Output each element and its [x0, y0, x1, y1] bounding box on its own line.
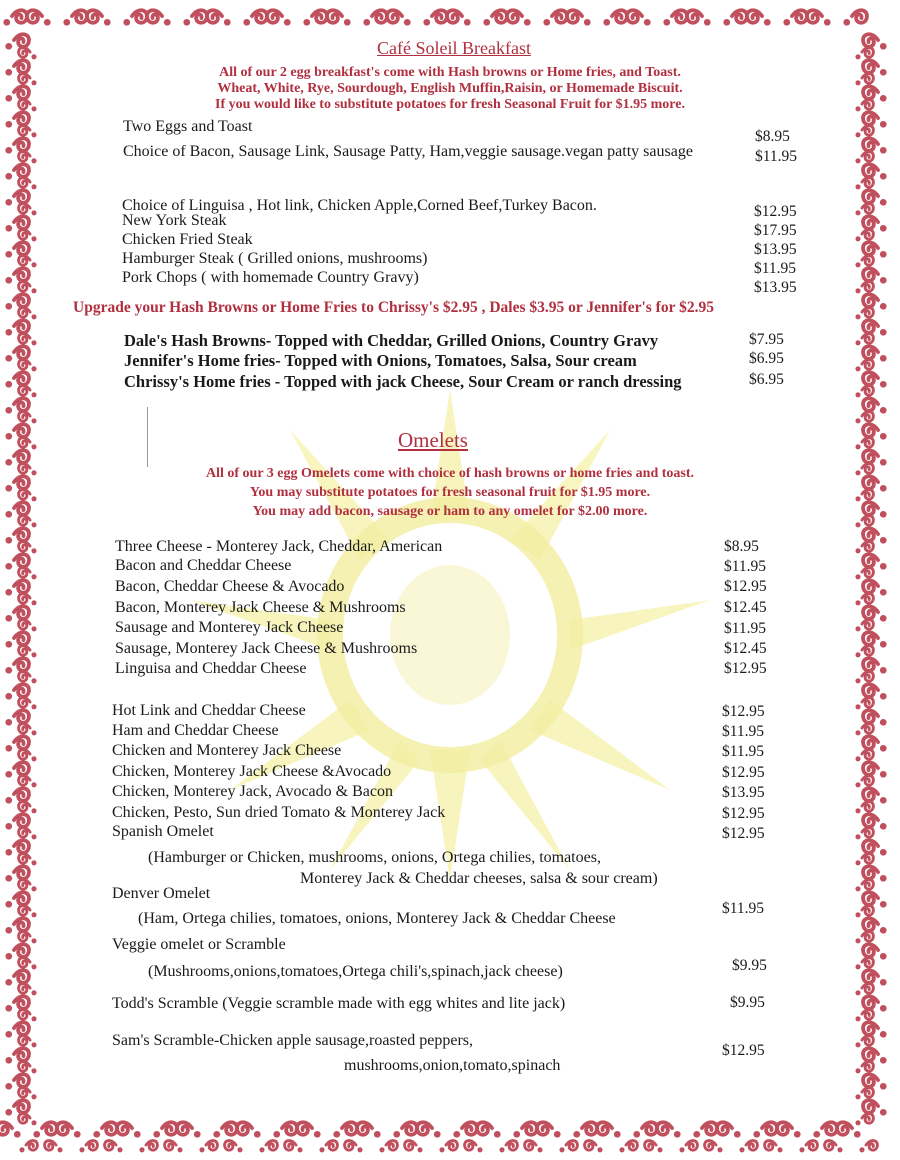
menu-item-name: Spanish Omelet: [112, 823, 214, 840]
menu-item-price: $11.95: [722, 743, 765, 760]
menu-item-name: Sam's Scramble-Chicken apple sausage,roasted peppers,: [112, 1032, 473, 1049]
menu-item-description: (Hamburger or Chicken, mushrooms, onions, Ortega chilies, tomatoes,: [148, 849, 601, 866]
menu-item-price: $12.95: [724, 578, 767, 595]
menu-item-name: Sausage, Monterey Jack Cheese & Mushrooms: [115, 640, 418, 657]
menu-item-name: Pork Chops ( with homemade Country Gravy): [122, 269, 419, 286]
omelets-intro-line: You may add bacon, sausage or ham to any omelet for $2.00 more.: [252, 504, 648, 519]
breakfast-intro-line: Wheat, White, Rye, Sourdough, English Muffin,Raisin, or Homemade Biscuit.: [217, 81, 683, 96]
menu-item-name: Hamburger Steak ( Grilled onions, mushrooms): [122, 250, 428, 267]
menu-item-name: Veggie omelet or Scramble: [112, 936, 286, 953]
menu-item-price: $12.95: [722, 825, 765, 842]
menu-item-name: Chicken, Monterey Jack, Avocado & Bacon: [112, 783, 393, 800]
menu-item-price: $13.95: [754, 241, 797, 258]
menu-item-price: $12.95: [722, 805, 765, 822]
divider-line: [147, 407, 148, 467]
menu-item-price: $12.95: [722, 1042, 765, 1059]
omelets-intro-line: All of our 3 egg Omelets come with choice of hash browns or home fries and toast.: [205, 466, 695, 481]
menu-item-name: Hot Link and Cheddar Cheese: [112, 702, 306, 719]
menu-item-name: Chicken, Monterey Jack Cheese &Avocado: [112, 763, 392, 780]
menu-item-price: $11.95: [755, 148, 798, 165]
breakfast-intro: [110, 65, 790, 113]
menu-item-name: Choice of Linguisa , Hot link, Chicken Apple,Corned Beef,Turkey Bacon.: [122, 197, 597, 214]
breakfast-intro-line: If you would like to substitute potatoes for fresh Seasonal Fruit for $1.95 more.: [215, 97, 685, 112]
menu-item-price: $8.95: [724, 538, 759, 555]
omelets-title: Omelets: [398, 428, 468, 452]
menu-item-name: Choice of Bacon, Sausage Link, Sausage Patty, Ham,veggie sausage.vegan patty sausage: [123, 143, 693, 160]
special-item-name: Chrissy's Home fries - Topped with jack Cheese, Sour Cream or ranch dressing: [124, 372, 682, 391]
menu-item-name: Ham and Cheddar Cheese: [112, 722, 279, 739]
menu-item-name: Two Eggs and Toast: [123, 118, 253, 135]
menu-item-price: $13.95: [722, 784, 765, 801]
menu-item-name: Sausage and Monterey Jack Cheese: [115, 619, 344, 636]
menu-item-description: mushrooms,onion,tomato,spinach: [344, 1057, 561, 1074]
menu-item-price: $12.45: [724, 599, 767, 616]
menu-item-price: $12.45: [724, 640, 767, 657]
menu-item-name: Three Cheese - Monterey Jack, Cheddar, American: [115, 538, 443, 555]
menu-item-price: $8.95: [755, 128, 790, 145]
menu-item-price: $9.95: [732, 957, 767, 974]
menu-item-price: $11.95: [724, 620, 767, 637]
menu-item-price: $11.95: [724, 558, 767, 575]
special-item-name: Dale's Hash Browns- Topped with Cheddar, Grilled Onions, Country Gravy: [124, 331, 659, 350]
menu-item-price: $11.95: [722, 723, 765, 740]
menu-item-name: Bacon, Cheddar Cheese & Avocado: [115, 578, 345, 595]
menu-item-name: New York Steak: [122, 212, 227, 229]
special-item-price: $7.95: [749, 331, 784, 348]
menu-item-price: $11.95: [722, 900, 765, 917]
menu-item-name: Todd's Scramble (Veggie scramble made with egg whites and lite jack): [112, 995, 566, 1012]
menu-item-description: (Mushrooms,onions,tomatoes,Ortega chili's,spinach,jack cheese): [148, 963, 563, 980]
menu-item-name: Chicken, Pesto, Sun dried Tomato & Monterey Jack: [112, 804, 446, 821]
menu-item-name: Denver Omelet: [112, 885, 211, 902]
menu-item-name: Bacon and Cheddar Cheese: [115, 557, 292, 574]
menu-item-name: Linguisa and Cheddar Cheese: [115, 660, 307, 677]
breakfast-intro-line: All of our 2 egg breakfast's come with Hash browns or Home fries, and Toast.: [219, 65, 681, 80]
omelets-intro: [110, 466, 790, 523]
special-item-price: $6.95: [749, 371, 784, 388]
menu-item-price: $11.95: [754, 260, 797, 277]
menu-item-price: $12.95: [754, 203, 797, 220]
special-item-price: $6.95: [749, 350, 784, 367]
menu-item-price: $12.95: [722, 764, 765, 781]
menu-item-name: Chicken and Monterey Jack Cheese: [112, 742, 342, 759]
menu-item-price: $12.95: [724, 660, 767, 677]
special-item-name: Jennifer's Home fries- Topped with Onions, Tomatoes, Salsa, Sour cream: [124, 351, 637, 370]
menu-item-description: Monterey Jack & Cheddar cheeses, salsa & sour cream): [300, 870, 658, 887]
menu-item-price: $9.95: [730, 994, 765, 1011]
breakfast-title: Café Soleil Breakfast: [377, 38, 531, 58]
menu-item-description: (Ham, Ortega chilies, tomatoes, onions, Monterey Jack & Cheddar Cheese: [138, 910, 616, 927]
omelets-intro-line: You may substitute potatoes for fresh seasonal fruit for $1.95 more.: [249, 485, 651, 500]
menu-item-price: $13.95: [754, 279, 797, 296]
menu-item-name: Bacon, Monterey Jack Cheese & Mushrooms: [115, 599, 406, 616]
menu-item-price: $17.95: [754, 222, 797, 239]
menu-item-name: Chicken Fried Steak: [122, 231, 253, 248]
upgrade-note: Upgrade your Hash Browns or Home Fries to Chrissy's $2.95 , Dales $3.95 or Jennifer's for $2.95: [73, 299, 714, 316]
menu-item-price: $12.95: [722, 703, 765, 720]
